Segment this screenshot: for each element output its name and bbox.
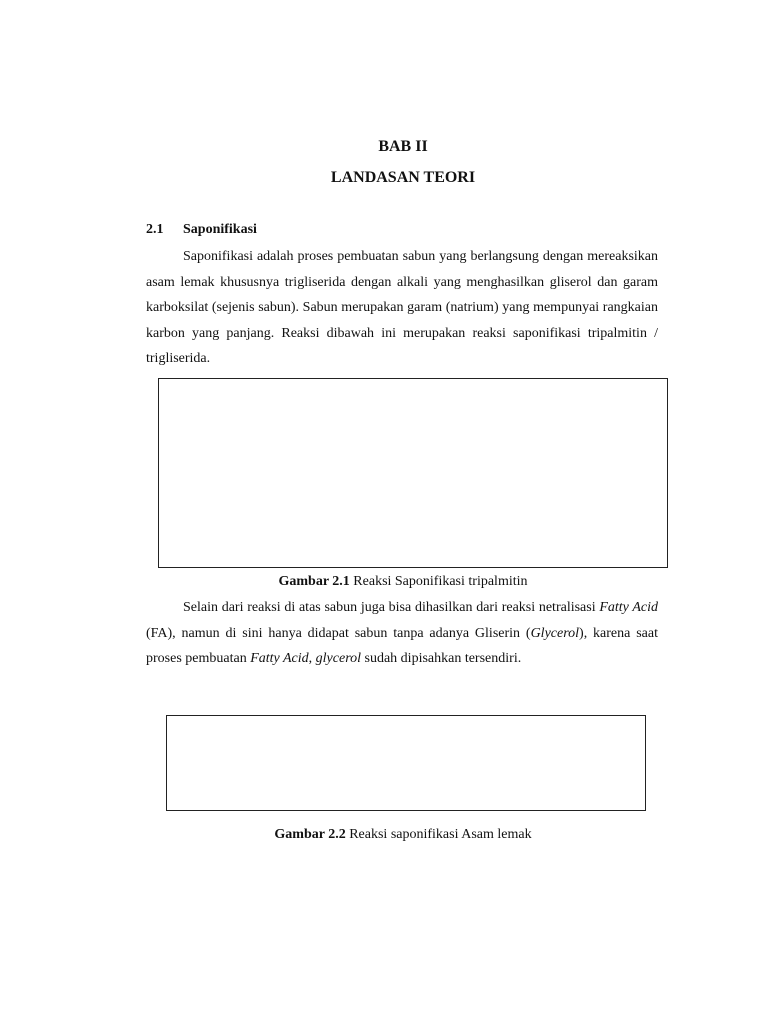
section-number: 2.1 — [146, 222, 164, 237]
figure-caption-text-1: Reaksi Saponifikasi tripalmitin — [349, 574, 528, 589]
section-title: Saponifikasi — [183, 222, 257, 237]
paragraph-saponifikasi — [146, 244, 658, 372]
figure-caption-text-2: Reaksi saponifikasi Asam lemak — [345, 827, 532, 842]
term-glycerol: glycerol — [315, 651, 362, 666]
figure-caption-2 — [0, 826, 768, 844]
figure-placeholder-2 — [166, 715, 646, 811]
chapter-title: LANDASAN TEORI — [330, 169, 476, 186]
paragraph-text-part: Selain dari reaksi di atas sabun juga bisa dihasilkan dari reaksi netralisasi — [183, 600, 600, 615]
paragraph-netralisasi — [146, 595, 658, 672]
figure-placeholder-1 — [158, 378, 668, 568]
section-heading — [146, 221, 257, 239]
paragraph-text: Saponifikasi adalah proses pembuatan sabun yang berlangsung dengan mereaksikan asam lemak khususnya trigliserida dengan alkali yang menghasilkan gliserol dan garam karboksilat (sejenis sabun). Sabun merupakan garam (natrium) yang mempunyai rangkaian karbon yang panjang. Reaksi dibawah ini merupakan reaksi saponifikasi tripalmitin / trigliserida. — [146, 249, 658, 366]
term-glycerol: Glycerol — [530, 625, 580, 641]
paragraph-text-part: sudah dipisahkan tersendiri. — [361, 651, 522, 666]
figure-label-2: Gambar 2.2 — [274, 827, 346, 842]
chapter-number: BAB II — [378, 138, 428, 155]
paragraph-text-part: (FA), namun di sini hanya didapat sabun tanpa adanya Gliserin ( — [146, 625, 531, 641]
term-fatty-acid: Fatty Acid — [250, 651, 309, 666]
figure-caption-1 — [0, 573, 768, 591]
figure-label-1: Gambar 2.1 — [278, 574, 350, 589]
paragraph-text-part: ), karena saat proses pembuatan — [146, 625, 658, 666]
paragraph-text-part: , — [308, 651, 316, 666]
term-fatty-acid: Fatty Acid — [599, 600, 658, 615]
